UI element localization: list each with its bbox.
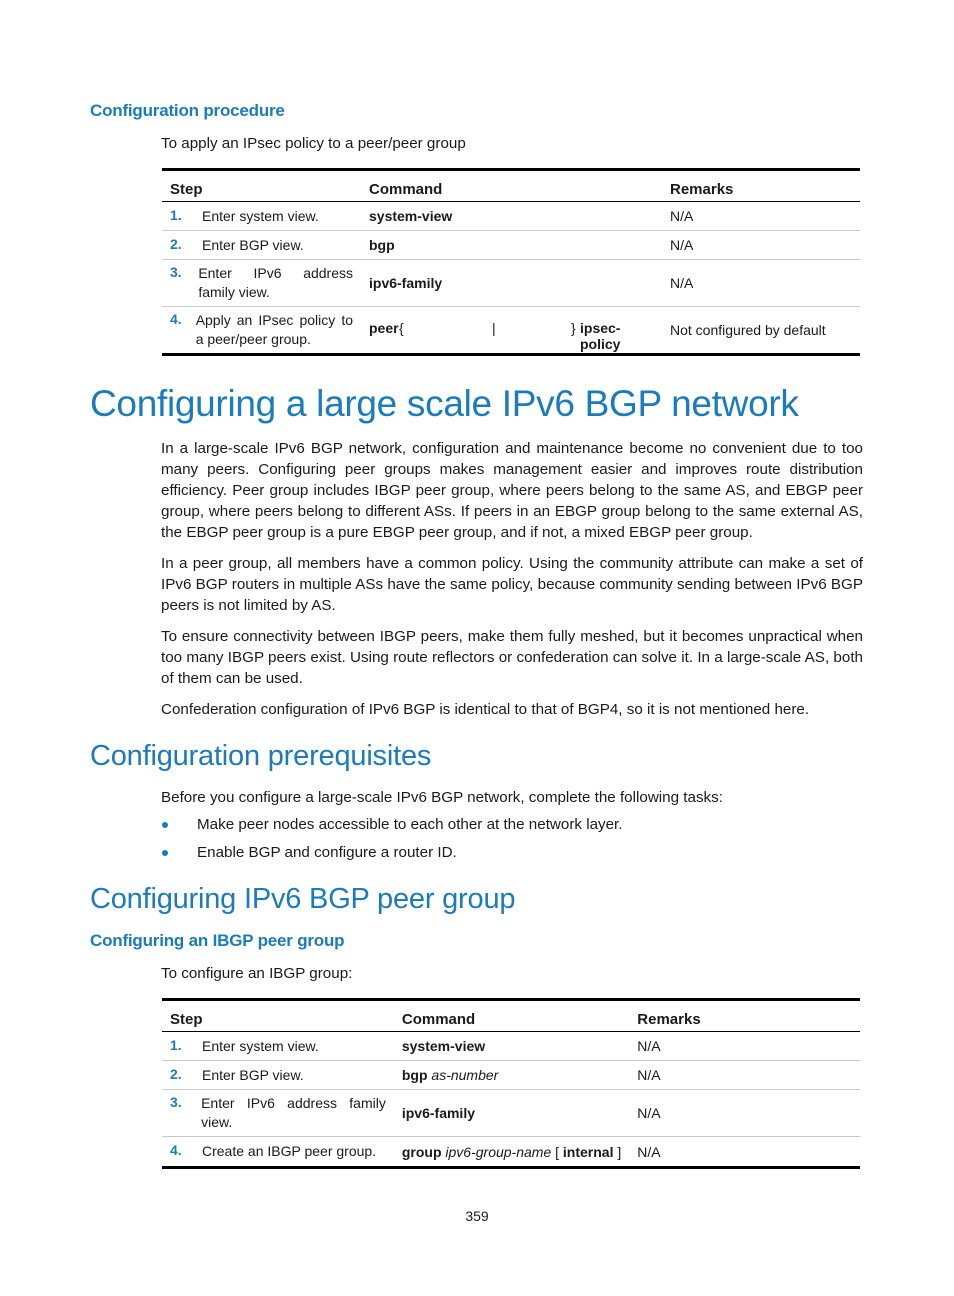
command-cell: ipv6-family: [369, 275, 443, 291]
chapter-title: Configuring a large scale IPv6 BGP network: [90, 383, 799, 424]
table-header-row: [162, 170, 860, 202]
page-number: 359: [465, 1208, 489, 1224]
command-keyword: internal: [562, 1143, 614, 1160]
paragraph: In a peer group, all members have a common policy. Using the community attribute can make a set of IPv6 BGP routers in multiple ASs have the same policy, because community sending between IPv6 BGP peers is not limited by AS.: [161, 555, 863, 614]
step-cell: [162, 260, 361, 307]
step-cell: [162, 1061, 394, 1090]
subsection-heading-ibgp: Configuring an IBGP peer group: [90, 931, 345, 950]
command-keyword: ipsec-policy: [580, 320, 621, 352]
bullet-item: Make peer nodes accessible to each other at the network layer.: [197, 816, 623, 833]
table-intro-text: To configure an IBGP group:: [161, 965, 353, 982]
table-row: [162, 307, 860, 355]
bullet-icon: [162, 822, 168, 828]
paragraph: To ensure connectivity between IBGP peers, make them fully meshed, but it becomes unpractical when too many IBGP peers exist. Using route reflectors or confederation can solve it. In a large-scale AS, both of them can be used.: [161, 628, 863, 687]
command-cell: ipv6-family: [401, 1105, 475, 1121]
table-row: [162, 1061, 860, 1090]
step-description: Enter system view.: [202, 207, 319, 224]
table-row: [162, 1032, 860, 1061]
command-cell: [394, 1137, 629, 1168]
remarks-cell: N/A: [670, 237, 694, 253]
command-argument: as-number: [431, 1067, 499, 1083]
remarks-cell: N/A: [637, 1105, 661, 1121]
paragraph: In a large-scale IPv6 BGP network, configuration and maintenance become no convenient due to too many peers. Configuring peer groups makes management easier and improves route distribution efficiency. Peer group includes IBGP peer group, where peers belong to the same AS, and EBGP peer group, where peers belong to different ASs. If peers in an EBGP group belong to the same external AS, the EBGP peer group is a pure EBGP peer group, and if not, a mixed EBGP peer group.: [161, 440, 863, 541]
command-cell: [394, 1061, 629, 1090]
step-description: Apply an IPsec policy to a peer/peer group.: [195, 312, 353, 347]
column-header-command: Command: [401, 1010, 476, 1028]
bullet-item: Enable BGP and configure a router ID.: [197, 844, 457, 861]
step-number: 4.: [170, 1142, 182, 1158]
step-number: 3.: [170, 264, 182, 280]
step-cell: [162, 307, 361, 355]
remarks-cell: N/A: [637, 1067, 661, 1083]
table-row: [162, 1090, 860, 1137]
step-number: 1.: [170, 206, 182, 223]
remarks-cell: N/A: [670, 208, 694, 224]
column-header-step: Step: [170, 1010, 203, 1028]
section-heading-prerequisites: Configuration prerequisites: [90, 740, 432, 772]
table-row: [162, 1137, 860, 1168]
table-row: [162, 231, 860, 260]
table-row: [162, 260, 860, 307]
column-header-command: Command: [369, 180, 443, 198]
command-bracket-close: ]: [617, 1143, 622, 1160]
step-number: 4.: [170, 311, 182, 327]
section-heading-peer-group: Configuring IPv6 BGP peer group: [90, 883, 516, 915]
command-cell: bgp: [369, 237, 395, 253]
step-number: 3.: [170, 1094, 182, 1110]
command-separator: |: [492, 320, 496, 336]
prerequisites-intro: Before you configure a large-scale IPv6 BGP network, complete the following tasks:: [161, 789, 723, 806]
bullet-icon: [162, 850, 168, 856]
remarks-cell: Not configured by default: [670, 322, 826, 338]
step-cell: [162, 1032, 394, 1061]
command-bracket-open: [: [555, 1143, 560, 1160]
command-keyword: group: [401, 1143, 442, 1160]
step-description: Create an IBGP peer group.: [202, 1143, 377, 1159]
ipsec-steps-table: [162, 168, 860, 356]
step-description: Enter BGP view.: [202, 1066, 304, 1083]
command-keyword: peer: [369, 320, 399, 336]
table-row: [162, 202, 860, 231]
column-header-remarks: Remarks: [637, 1010, 701, 1028]
step-description: Enter IPv6 address family view.: [198, 265, 353, 300]
command-brace-open: {: [399, 320, 404, 336]
column-header-remarks: Remarks: [670, 180, 734, 198]
table-intro-text: To apply an IPsec policy to a peer/peer group: [161, 135, 466, 152]
step-number: 2.: [170, 235, 182, 252]
step-cell: [162, 202, 361, 231]
remarks-cell: N/A: [637, 1143, 661, 1160]
command-brace-close: }: [571, 320, 576, 336]
step-cell: [162, 1137, 394, 1168]
command-cell: system-view: [369, 208, 453, 224]
ibgp-steps-table: [162, 998, 860, 1169]
step-number: 2.: [170, 1065, 182, 1082]
step-description: Enter BGP view.: [202, 236, 304, 253]
command-argument: ipv6-group-name: [445, 1143, 552, 1160]
step-number: 1.: [170, 1036, 182, 1053]
step-description: Enter system view.: [202, 1037, 319, 1054]
step-description: Enter IPv6 address family view.: [201, 1095, 386, 1130]
column-header-step: Step: [170, 180, 203, 198]
step-cell: [162, 1090, 394, 1137]
command-cell: system-view: [401, 1038, 486, 1054]
paragraph: Confederation configuration of IPv6 BGP is identical to that of BGP4, so it is not mentioned here.: [161, 701, 810, 718]
step-cell: [162, 231, 361, 260]
table-header-row: [162, 1000, 860, 1032]
command-keyword: bgp: [401, 1067, 428, 1083]
remarks-cell: N/A: [637, 1038, 661, 1054]
command-cell: [361, 307, 662, 355]
section-heading-configuration-procedure: Configuration procedure: [90, 101, 285, 120]
remarks-cell: N/A: [670, 275, 694, 291]
